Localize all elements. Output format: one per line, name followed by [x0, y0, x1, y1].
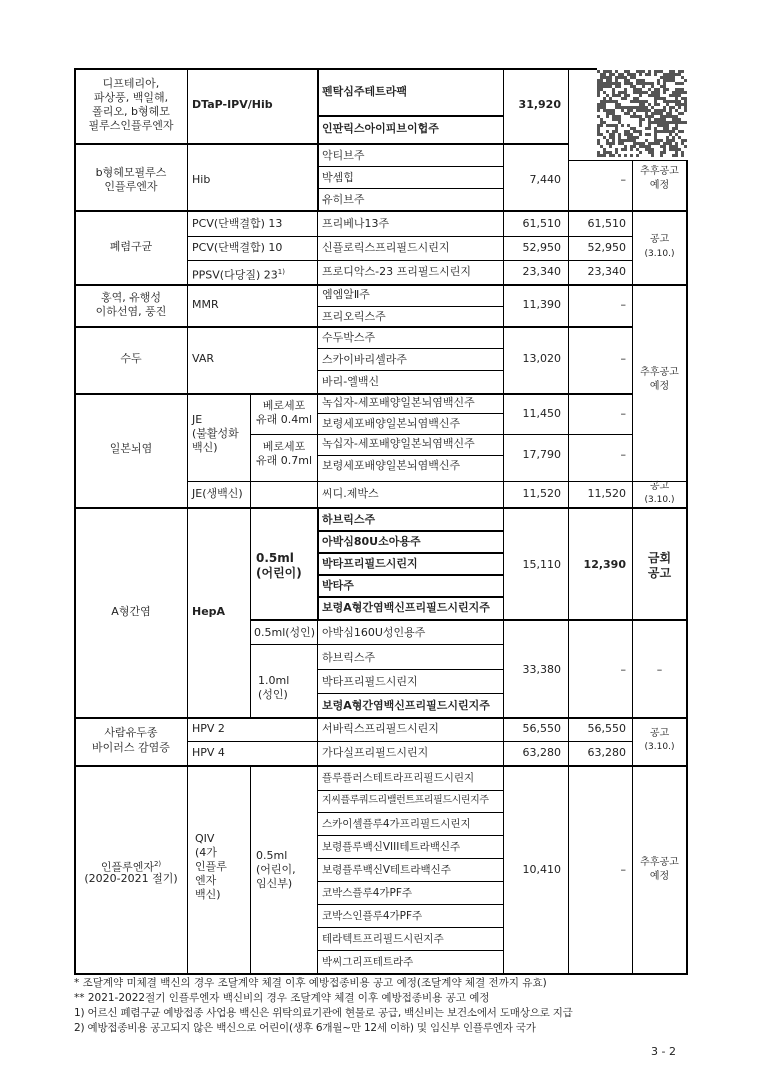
vaccine-price: 52,950	[522, 241, 561, 254]
product-name: 하브릭스주	[322, 513, 376, 526]
notice-status: 추후공고	[640, 166, 679, 177]
page-number: 3 - 2	[651, 1045, 676, 1058]
notice-status: 금회	[647, 551, 672, 565]
disease-line: 바이러스 감염증	[92, 741, 170, 754]
dose-label: 0.5ml(성인)	[254, 626, 316, 639]
product-name: 악티브주	[322, 149, 365, 162]
disease-name: 인플루엔자	[100, 860, 154, 874]
dose-label: (어린이)	[256, 566, 302, 580]
product-name: 보령세포배양일본뇌염백신주	[322, 417, 461, 430]
government-price: 61,510	[587, 217, 626, 230]
vaccine-type: MMR	[192, 298, 219, 311]
vaccine-price: 56,550	[522, 722, 561, 735]
government-price: –	[620, 173, 626, 186]
vaccine-price: 13,020	[522, 352, 561, 365]
disease-line: 파상풍, 백일해,	[93, 91, 169, 104]
product-name: 아박심160U성인용주	[322, 626, 426, 639]
product-name: 보령A형간염백신프리필드시린지주	[322, 699, 490, 712]
product-name: 프로디악스-23 프리필드시린지	[322, 265, 471, 278]
product-name: 박셈힙	[322, 171, 354, 184]
government-price: 12,390	[583, 558, 626, 571]
notice-status: 예정	[649, 871, 670, 882]
dose-label: 베로세포	[262, 440, 306, 453]
product-name: 박타프리필드시린지	[322, 557, 418, 570]
notice-status: 예정	[649, 381, 670, 392]
dose-label: 임신부)	[256, 877, 293, 890]
vaccine-price: 11,450	[522, 407, 561, 420]
government-price: 56,550	[587, 722, 626, 735]
vaccine-price: 23,340	[522, 265, 561, 278]
government-price: –	[620, 352, 626, 365]
footnote-marker: 1)	[277, 268, 285, 276]
product-name: 보령플루백신V테트라백신주	[322, 864, 451, 876]
vaccine-type: VAR	[192, 352, 214, 365]
vaccine-type: 백신)	[195, 888, 221, 901]
disease-line: b형헤모필루스	[95, 166, 167, 179]
disease-line: 폴리오, b형헤모	[92, 105, 170, 118]
vaccine-price: 61,510	[522, 217, 561, 230]
dose-label: 0.5ml	[256, 849, 288, 862]
product-name: 엠엠알Ⅱ주	[322, 288, 370, 301]
notice-date: (3.10.)	[644, 495, 675, 505]
vaccine-price: 33,380	[522, 663, 561, 676]
footnote: 2) 예방접종비용 공고되지 않은 백신으로 어린이(생후 6개월~만 12세 이하) 및 임신부 인플루엔자 국가	[74, 1022, 536, 1034]
dose-label: (성인)	[258, 688, 288, 701]
disease-line: 인플루엔자	[104, 180, 158, 193]
footnote: * 조달계약 미체결 백신의 경우 조달계약 체결 이후 예방접종비용 공고 예정(조달계약 체결 전까지 유효)	[74, 977, 547, 989]
product-name: 펜탁심주테트라팩	[322, 85, 408, 98]
disease-line: 사람유두종	[104, 726, 158, 739]
vaccine-type: HPV 2	[192, 722, 225, 735]
product-name: 가다실프리필드시린지	[322, 746, 429, 759]
disease-line: 홍역, 유행성	[100, 291, 162, 304]
product-name: 인판릭스아이피브이헙주	[322, 122, 439, 135]
vaccine-type: PCV(단백결합) 13	[192, 217, 283, 230]
product-name: 신플로릭스프리필드시린지	[322, 241, 450, 254]
vaccine-type: QIV	[195, 832, 215, 845]
product-name: 서바릭스프리필드시린지	[322, 722, 439, 735]
product-name: 코박스플루4가PF주	[322, 887, 413, 899]
dose-label: (어린이,	[256, 863, 296, 876]
vaccine-price: 31,920	[518, 98, 561, 111]
disease-name: 폐렴구균	[109, 240, 153, 253]
vaccine-type: PPSV(다당질) 23	[192, 268, 278, 282]
product-name: 박타프리필드시린지	[322, 675, 418, 688]
vaccine-type: 인플루	[195, 860, 227, 873]
flu-season: (2020-2021 절기)	[84, 872, 178, 885]
product-name: 스카이셀플루4가프리필드시린지	[322, 818, 471, 830]
product-name: 녹십자-세포배양일본뇌염백신주	[322, 437, 475, 450]
product-name: 박씨그리프테트라주	[322, 956, 414, 968]
product-name: 바리-엘백신	[322, 375, 380, 388]
vaccine-type: JE(생백신)	[192, 487, 243, 500]
vaccine-type: JE	[192, 413, 203, 426]
vaccine-type: (불활성화	[192, 427, 239, 440]
disease-name: A형간염	[111, 605, 151, 618]
disease-name: 수두	[120, 352, 142, 365]
vaccine-type: Hib	[192, 173, 211, 186]
government-price: 63,280	[587, 746, 626, 759]
product-name: 코박스인플루4가PF주	[322, 910, 423, 922]
disease-line: 필루스인플루엔자	[88, 119, 174, 132]
notice-status: 추후공고	[640, 367, 679, 378]
product-name: 보령A형간염백신프리필드시린지주	[322, 601, 490, 614]
product-name: 박타주	[322, 579, 354, 592]
dose-label: 유래 0.4ml	[255, 413, 312, 426]
vaccine-type: 엔자	[195, 874, 217, 887]
product-name: 테라텍트프리필드시린지주	[322, 933, 444, 945]
government-price: 11,520	[587, 487, 626, 500]
product-name: 녹십자-세포배양일본뇌염백신주	[322, 396, 475, 409]
government-price: –	[620, 407, 626, 420]
footnote: 1) 어르신 폐렴구균 예방접종 사업용 백신은 위탁의료기관에 현물로 공급, 백신비는 보건소에서 도매상으로 지급	[74, 1007, 573, 1019]
notice-status: 공고	[647, 566, 672, 580]
product-name: 지씨플루쿼드리밸런트프리필드시린지주	[322, 795, 489, 806]
dose-label: 0.5ml	[256, 551, 294, 565]
vaccine-type: HPV 4	[192, 746, 225, 759]
vaccine-price: 15,110	[522, 558, 561, 571]
vaccine-price: 11,520	[522, 487, 561, 500]
product-name: 플루플러스테트라프리필드시린지	[322, 772, 475, 784]
vaccine-price: 7,440	[529, 173, 561, 186]
government-price: –	[620, 298, 626, 311]
product-name: 씨디.제박스	[322, 487, 379, 500]
disease-line: 이하선염, 풍진	[95, 305, 167, 318]
notice-status: 예정	[649, 180, 670, 191]
government-price: –	[620, 663, 626, 676]
vaccine-type: 백신)	[192, 441, 218, 454]
government-price: 23,340	[587, 265, 626, 278]
notice-status: –	[656, 663, 663, 676]
notice-date: (3.10.)	[644, 249, 675, 259]
vaccine-price: 63,280	[522, 746, 561, 759]
product-name: 유히브주	[322, 193, 365, 206]
product-name: 수두박스주	[322, 331, 376, 344]
footnote-marker: 2)	[153, 860, 162, 868]
product-name: 프리오릭스주	[322, 310, 386, 323]
dose-label: 1.0ml	[258, 674, 290, 687]
dose-label: 베로세포	[262, 399, 306, 412]
disease-name: 일본뇌염	[109, 442, 153, 455]
vaccine-price: 10,410	[522, 863, 561, 876]
vaccine-type: (4가	[195, 846, 217, 859]
vaccine-type: DTaP-IPV/Hib	[192, 98, 273, 111]
qr-code-image	[597, 70, 687, 158]
government-price: 52,950	[587, 241, 626, 254]
vaccine-type: HepA	[192, 605, 226, 618]
notice-status: 공고	[649, 234, 670, 245]
government-price: –	[620, 863, 626, 876]
disease-line: 디프테리아,	[102, 77, 160, 90]
product-name: 보령플루백신VIII테트라백신주	[322, 841, 461, 853]
product-name: 하브릭스주	[322, 651, 376, 664]
vaccine-price: 11,390	[522, 298, 561, 311]
product-name: 스카이바리셀라주	[322, 353, 408, 366]
notice-status: 공고	[649, 481, 670, 492]
dose-label: 유래 0.7ml	[255, 454, 312, 467]
vaccine-price: 17,790	[522, 448, 561, 461]
product-name: 아박심80U소아용주	[322, 535, 421, 548]
product-name: 보령세포배양일본뇌염백신주	[322, 459, 461, 472]
notice-status: 추후공고	[640, 857, 679, 868]
vaccine-type: PCV(단백결합) 10	[192, 241, 283, 254]
footnote: ** 2021-2022절기 인플루엔자 백신비의 경우 조달계약 체결 이후 예방접종비용 공고 예정	[74, 992, 490, 1004]
notice-status: 공고	[649, 728, 670, 739]
notice-date: (3.10.)	[644, 742, 675, 752]
product-name: 프리베나13주	[322, 217, 390, 230]
government-price: –	[620, 448, 626, 461]
